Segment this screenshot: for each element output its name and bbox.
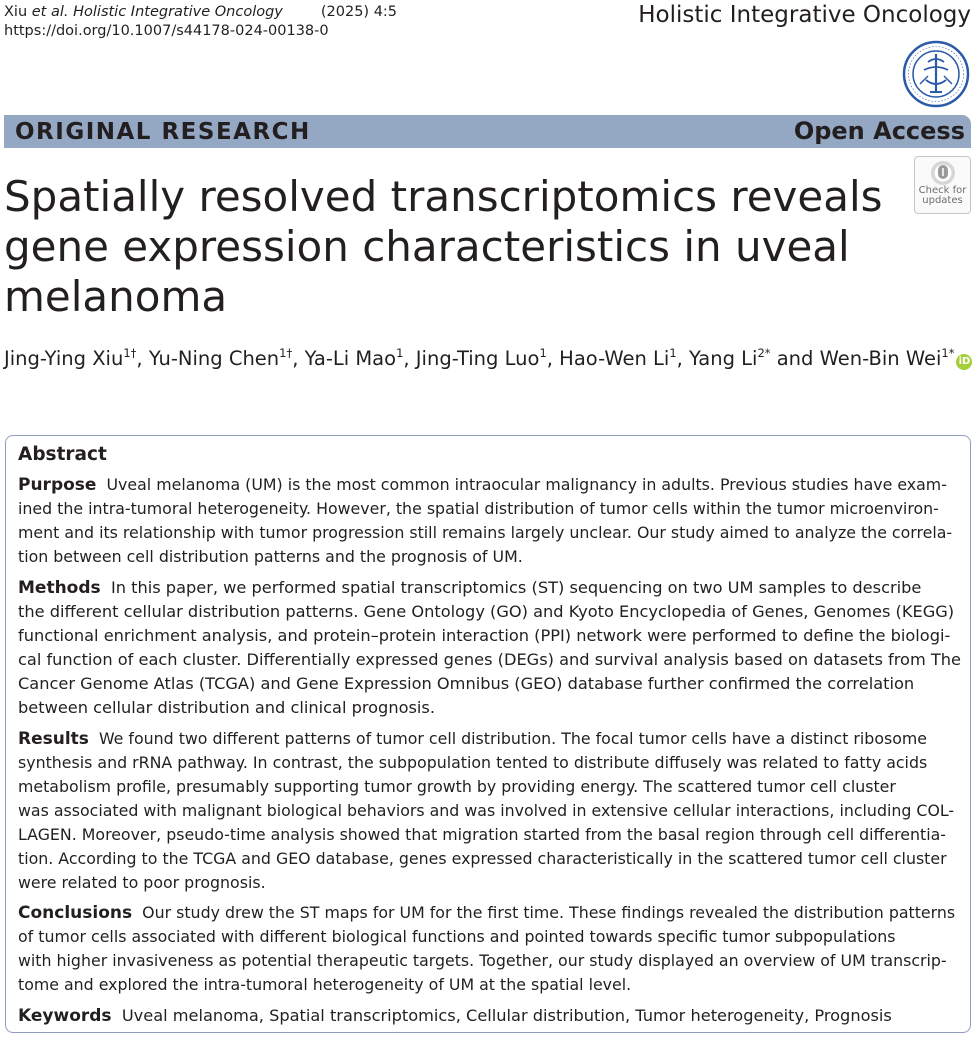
purpose-label: Purpose bbox=[18, 475, 97, 495]
author-name[interactable]: Wen-Bin Wei bbox=[819, 347, 942, 370]
check-for-updates-icon bbox=[930, 160, 956, 186]
check-for-updates-button[interactable] bbox=[914, 156, 971, 214]
author-separator: , bbox=[546, 347, 560, 370]
abstract-methods bbox=[18, 576, 960, 720]
abstract-heading: Abstract bbox=[18, 444, 107, 465]
author-affiliation: 1 bbox=[396, 346, 404, 360]
abstract-purpose bbox=[18, 473, 960, 569]
journal-citation: et al. Holistic Integrative Oncology bbox=[31, 4, 283, 20]
orcid-icon[interactable]: iD bbox=[956, 354, 972, 370]
china-anti-cancer-association-seal-icon bbox=[902, 40, 970, 108]
methods-text: In this paper, we performed spatial transcriptomics (ST) sequencing on two UM samples to describe the different cellular distribution patterns. Gene Ontology (GO) and Kyoto Encyclopedia of Genes, Genomes (KEGG) functional enrichment analysis, and protein–protein interaction (PPI) network were performed to define the biologi- cal function of each cluster. Differentially expressed genes (DEGs) and survival analysis based on datasets from The Cancer Genome Atlas (TCGA) and Gene Expression Omnibus (GEO) database further confirmed the correlation between cellular distribution and clinical prognosis. bbox=[18, 578, 961, 717]
author-separator: , bbox=[136, 347, 149, 370]
author-name[interactable]: Ya-Li Mao bbox=[304, 347, 397, 370]
article-type-banner bbox=[4, 115, 971, 148]
author-affiliation: 1† bbox=[123, 346, 137, 360]
open-access-label: Open Access bbox=[793, 117, 965, 145]
author-name[interactable]: Jing-Ting Luo bbox=[415, 347, 540, 370]
results-text: We found two different patterns of tumor cell distribution. The focal tumor cells have a distinct ribosome synthesis and rRNA pathway. In contrast, the subpopulation tented to distribute diffusely was related to fatty acids metabolism profile, presumably supporting tumor growth by providing energy. The scattered tumor cell cluster was associated with malignant biological behaviors and was involved in extensive cellular interactions, including COL- LAGEN. Moreover, pseudo-time analysis showed that migration started from the basal region through cell differentia- tion. According to the TCGA and GEO database, genes expressed characteristically in the scattered tumor cell cluster were related to poor prognosis. bbox=[18, 729, 955, 892]
journal-name: Holistic Integrative Oncology bbox=[638, 2, 971, 28]
results-label: Results bbox=[18, 729, 89, 749]
author-list bbox=[4, 346, 972, 372]
doi-link[interactable]: https://doi.org/10.1007/s44178-024-00138-0 bbox=[4, 23, 329, 39]
author-affiliation: 2* bbox=[757, 346, 771, 360]
author-name[interactable]: Yang Li bbox=[689, 347, 758, 370]
abstract-results bbox=[18, 727, 960, 895]
author-affiliation: 1* bbox=[941, 346, 955, 360]
author-separator: , bbox=[292, 347, 305, 370]
check-for-updates-line1: Check for bbox=[918, 185, 967, 196]
conclusions-text: Our study drew the ST maps for UM for the first time. These findings revealed the distribution patterns of tumor cells associated with different biological functions and pointed towards specific tumor subpopulations with higher invasiveness as potential therapeutic targets. Together, our study displayed an overview of UM transcrip- tome and explored the intra-tumoral heterogeneity of UM at the spatial level. bbox=[18, 903, 956, 994]
citation-line bbox=[4, 3, 397, 22]
purpose-text: Uveal melanoma (UM) is the most common intraocular malignancy in adults. Previous studies have exam- ined the intra-tumoral heterogeneity. However, the spatial distribution of tumor cells within the tumor microenviron- ment and its relationship with tumor progression still remains largely unclear. Our study aimed to analyze the correla- tion between cell distribution patterns and the prognosis of UM. bbox=[18, 475, 953, 566]
author-separator: , bbox=[676, 347, 690, 370]
author-name[interactable]: Jing-Ying Xiu bbox=[4, 347, 124, 370]
author-name[interactable]: Hao-Wen Li bbox=[559, 347, 670, 370]
article-type: ORIGINAL RESEARCH bbox=[15, 119, 311, 145]
title-line-1: Spatially resolved transcriptomics reveals bbox=[4, 172, 883, 221]
title-line-3: melanoma bbox=[4, 272, 228, 321]
methods-label: Methods bbox=[18, 578, 101, 598]
check-for-updates-line2: updates bbox=[922, 195, 963, 206]
conclusions-label: Conclusions bbox=[18, 903, 133, 923]
abstract-box bbox=[5, 435, 971, 1033]
author-name[interactable]: Yu-Ning Chen bbox=[148, 347, 280, 370]
author-separator: , bbox=[403, 347, 416, 370]
article-title bbox=[4, 172, 884, 322]
keywords-label: Keywords bbox=[18, 1006, 112, 1026]
keywords-text: Uveal melanoma, Spatial transcriptomics, Cellular distribution, Tumor heterogeneity, Prognosis bbox=[111, 1006, 892, 1025]
author-affiliation: 1 bbox=[539, 346, 547, 360]
abstract-conclusions bbox=[18, 901, 960, 997]
author-affiliation: 1† bbox=[279, 346, 293, 360]
author-affiliation: 1 bbox=[669, 346, 677, 360]
author-short: Xiu bbox=[4, 4, 28, 20]
title-line-2: gene expression characteristics in uveal bbox=[4, 222, 850, 271]
year-volume: (2025) 4:5 bbox=[320, 4, 398, 20]
abstract-keywords bbox=[18, 1004, 960, 1028]
author-separator: and bbox=[770, 347, 820, 370]
